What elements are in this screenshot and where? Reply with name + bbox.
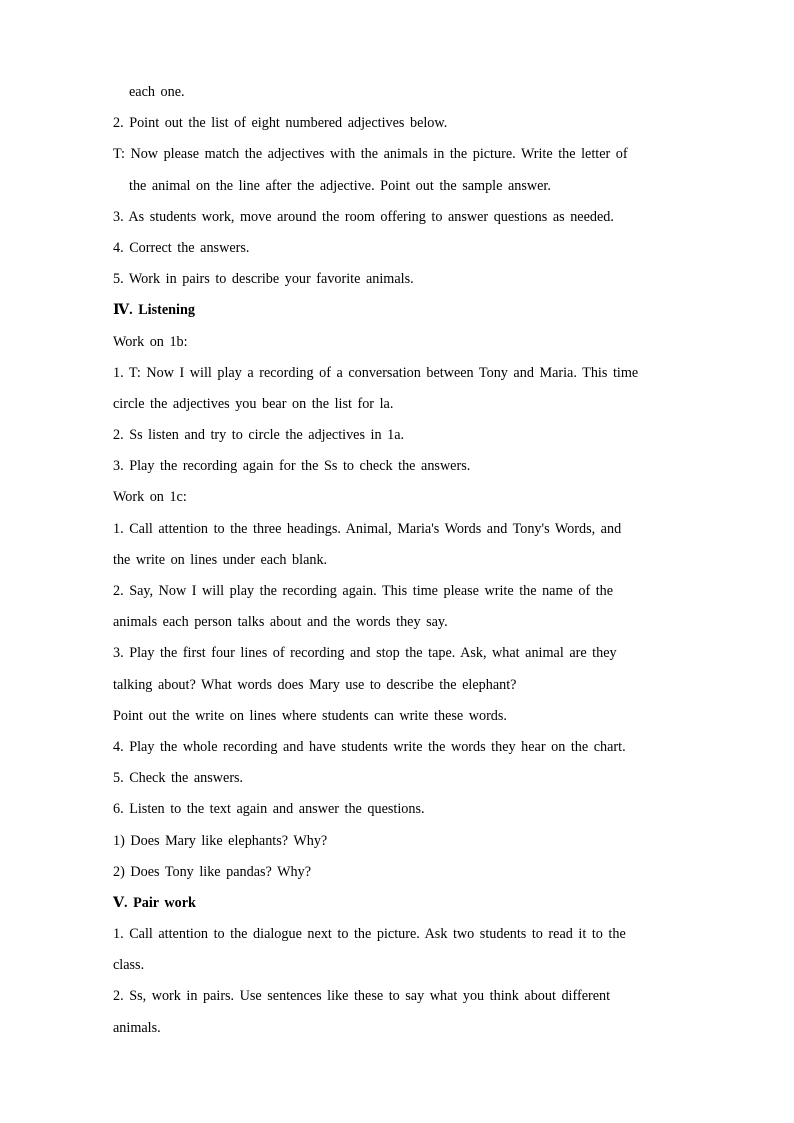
- text-line: 3. Play the first four lines of recording and stop the tape. Ask, what animal are they: [113, 645, 617, 662]
- text-line: Work on 1c:: [113, 489, 187, 506]
- text-line: 2. Say, Now I will play the recording again. This time please write the name of the: [113, 583, 614, 599]
- text-line: 5. Work in pairs to describe your favorite animals.: [113, 271, 414, 288]
- text-line: 2. Ss listen and try to circle the adjectives in 1a.: [113, 427, 405, 444]
- text-line: Work on 1b:: [113, 333, 188, 350]
- text-line: class.: [113, 957, 145, 974]
- text-line: 5. Check the answers.: [113, 770, 244, 787]
- section-heading-listening: Ⅳ. Listening: [113, 302, 195, 319]
- text-line: 1. T: Now I will play a recording of a conversation between Tony and Maria. This time: [113, 364, 639, 381]
- text-line: 3. As students work, move around the room offering to answer questions as needed.: [113, 208, 614, 225]
- text-line: 2. Point out the list of eight numbered adjectives below.: [113, 115, 448, 132]
- text-line: animals.: [113, 1019, 161, 1036]
- text-line: 2) Does Tony like pandas? Why?: [113, 863, 311, 880]
- text-line: the write on lines under each blank.: [113, 551, 328, 568]
- document-body: [113, 81, 683, 1048]
- text-line: 4. Correct the answers.: [113, 239, 250, 256]
- text-line: 1. Call attention to the three headings. Animal, Maria's Words and Tony's Words, and: [113, 520, 622, 537]
- text-line: 3. Play the recording again for the Ss to check the answers.: [113, 458, 471, 475]
- text-line: T: Now please match the adjectives with the animals in the picture. Write the letter of: [113, 146, 628, 163]
- text-line: each one.: [129, 84, 185, 100]
- text-line: the animal on the line after the adjective. Point out the sample answer.: [129, 177, 551, 194]
- text-line: 1. Call attention to the dialogue next to the picture. Ask two students to read it to the: [113, 926, 626, 943]
- text-line: 6. Listen to the text again and answer the questions.: [113, 801, 425, 818]
- text-line: circle the adjectives you bear on the list for la.: [113, 395, 394, 412]
- text-line: animals each person talks about and the words they say.: [113, 614, 448, 631]
- text-line: 4. Play the whole recording and have students write the words they hear on the chart.: [113, 738, 626, 755]
- section-heading-pair-work: Ⅴ. Pair work: [113, 894, 196, 911]
- text-line: Point out the write on lines where students can write these words.: [113, 707, 507, 724]
- text-line: talking about? What words does Mary use to describe the elephant?: [113, 676, 517, 693]
- text-line: 1) Does Mary like elephants? Why?: [113, 832, 328, 849]
- text-line: 2. Ss, work in pairs. Use sentences like these to say what you think about different: [113, 988, 611, 1005]
